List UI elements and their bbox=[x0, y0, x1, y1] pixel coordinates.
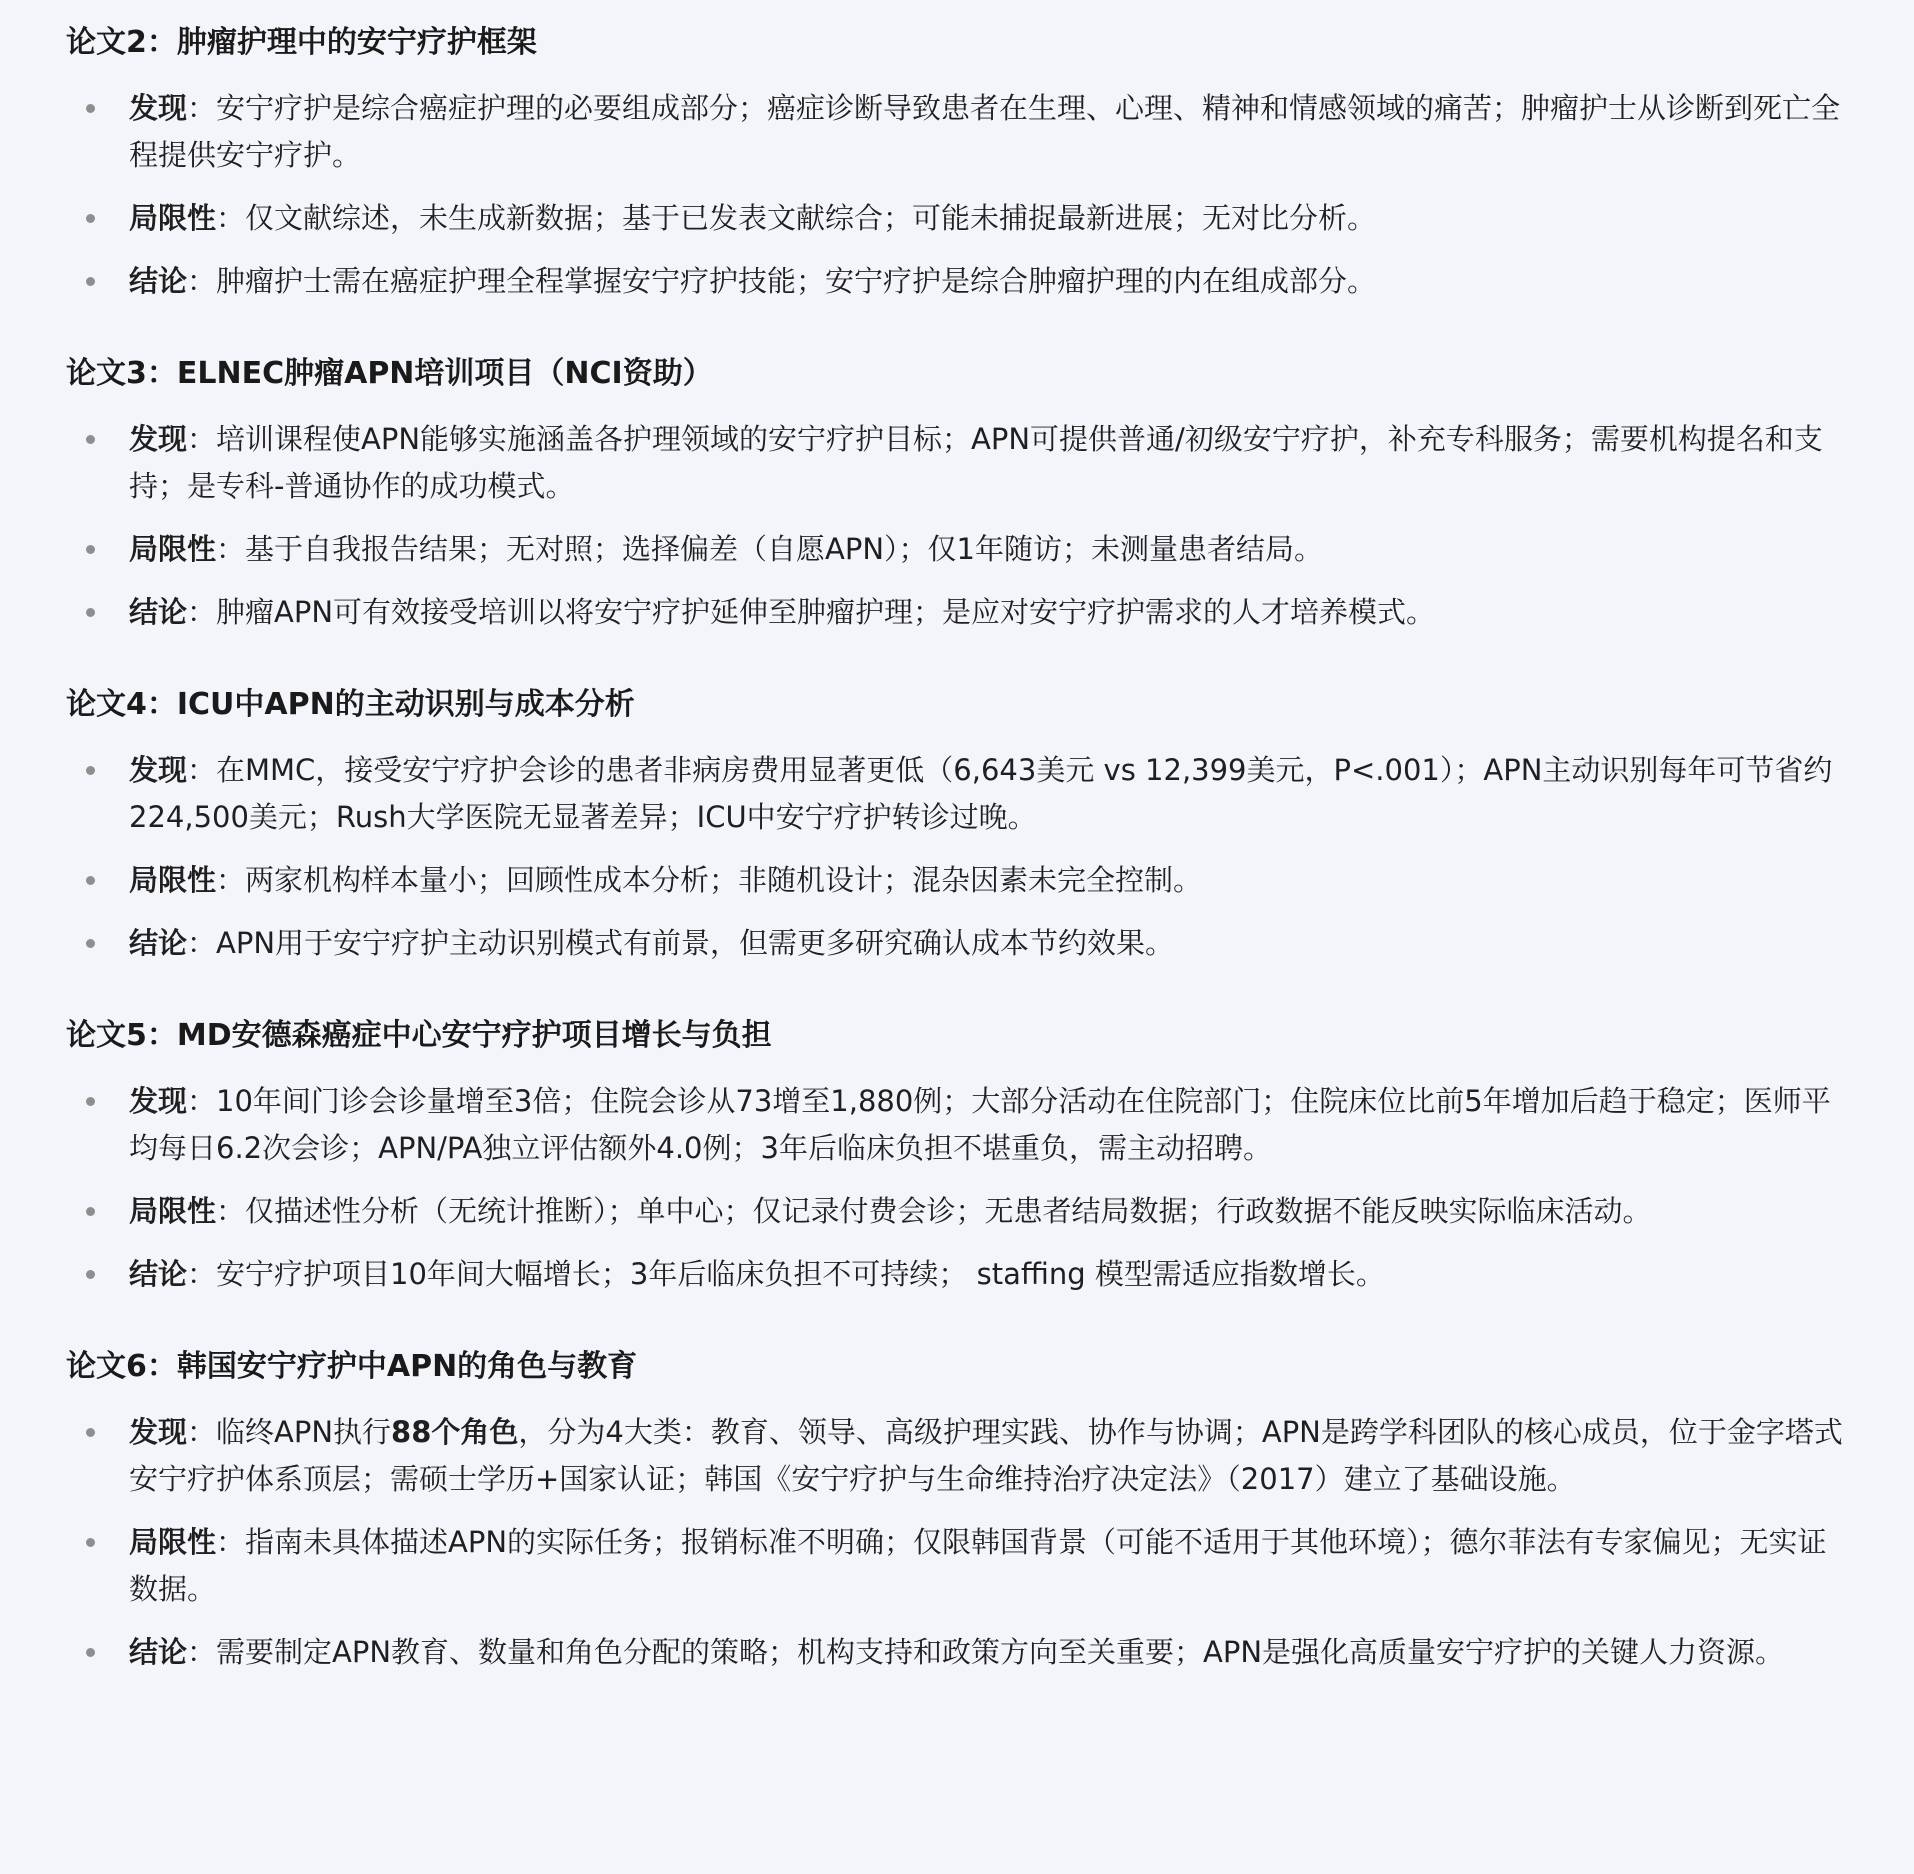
list-item-limitations bbox=[66, 526, 1846, 573]
list-item-findings bbox=[66, 85, 1846, 179]
bullet-list bbox=[66, 416, 1846, 636]
item-label: 局限性 bbox=[129, 1525, 217, 1559]
item-text: ：基于自我报告结果；无对照；选择偏差（自愿APN）；仅1年随访；未测量患者结局。 bbox=[216, 532, 1323, 566]
item-label: 发现 bbox=[129, 1084, 188, 1118]
paper-section-6 bbox=[66, 1346, 1846, 1676]
list-item-limitations bbox=[66, 1519, 1846, 1613]
item-label: 发现 bbox=[129, 91, 188, 125]
bullet-icon bbox=[86, 1648, 95, 1657]
item-label: 局限性 bbox=[129, 201, 217, 235]
bullet-icon bbox=[86, 766, 95, 775]
bullet-list bbox=[66, 1409, 1846, 1676]
item-text: ：仅描述性分析（无统计推断）；单中心；仅记录付费会诊；无患者结局数据；行政数据不能反映实际临床活动。 bbox=[216, 1194, 1652, 1228]
item-text: ：肿瘤护士需在癌症护理全程掌握安宁疗护技能；安宁疗护是综合肿瘤护理的内在组成部分。 bbox=[187, 264, 1377, 298]
paper-section-5 bbox=[66, 1015, 1846, 1298]
item-label: 结论 bbox=[129, 926, 188, 960]
list-item-limitations bbox=[66, 1188, 1846, 1235]
list-item-conclusion bbox=[66, 258, 1846, 305]
item-label: 局限性 bbox=[129, 532, 217, 566]
item-label: 发现 bbox=[129, 753, 188, 787]
bullet-icon bbox=[86, 1207, 95, 1216]
item-text: ：安宁疗护项目10年间大幅增长；3年后临床负担不可持续； staffing 模型需适应指数增长。 bbox=[187, 1257, 1385, 1291]
list-item-findings bbox=[66, 747, 1846, 841]
bullet-icon bbox=[86, 1270, 95, 1279]
item-text: ：安宁疗护是综合癌症护理的必要组成部分；癌症诊断导致患者在生理、心理、精神和情感领域的痛苦；肿瘤护士从诊断到死亡全程提供安宁疗护。 bbox=[129, 91, 1841, 172]
list-item-findings bbox=[66, 1409, 1846, 1503]
item-text: ：需要制定APN教育、数量和角色分配的策略；机构支持和政策方向至关重要；APN是强化高质量安宁疗护的关键人力资源。 bbox=[187, 1635, 1785, 1669]
paper-title: 论文3：ELNEC肿瘤APN培训项目（NCI资助） bbox=[66, 356, 713, 391]
item-label: 发现 bbox=[129, 1415, 188, 1449]
bullet-list bbox=[66, 85, 1846, 305]
bullet-icon bbox=[86, 1538, 95, 1547]
paper-section-2 bbox=[66, 22, 1846, 305]
item-label: 结论 bbox=[129, 264, 188, 298]
item-label: 局限性 bbox=[129, 1194, 217, 1228]
list-item-conclusion bbox=[66, 589, 1846, 636]
bullet-icon bbox=[86, 608, 95, 617]
item-label: 结论 bbox=[129, 1635, 188, 1669]
item-text: ：APN用于安宁疗护主动识别模式有前景，但需更多研究确认成本节约效果。 bbox=[187, 926, 1175, 960]
paper-title: 论文4：ICU中APN的主动识别与成本分析 bbox=[66, 687, 635, 722]
paper-section-3 bbox=[66, 353, 1846, 636]
document-body bbox=[66, 22, 1846, 1676]
bullet-icon bbox=[86, 277, 95, 286]
item-text-continued: ，分为4大类：教育、领导、高级护理实践、协作与协调；APN是跨学科团队的核心成员，位于金字塔式安宁疗护体系顶层；需硕士学历+国家认证；韩国《安宁疗护与生命维持治疗决定法》（2017）建立了基础设施。 bbox=[129, 1415, 1843, 1496]
bullet-list bbox=[66, 1078, 1846, 1298]
item-text: ：培训课程使APN能够实施涵盖各护理领域的安宁疗护目标；APN可提供普通/初级安宁疗护，补充专科服务；需要机构提名和支持；是专科-普通协作的成功模式。 bbox=[129, 422, 1823, 503]
list-item-conclusion bbox=[66, 920, 1846, 967]
item-text: ：肿瘤APN可有效接受培训以将安宁疗护延伸至肿瘤护理；是应对安宁疗护需求的人才培养模式。 bbox=[187, 595, 1436, 629]
item-text: ：在MMC，接受安宁疗护会诊的患者非病房费用显著更低（6,643美元 vs 12,399美元，P<.001）；APN主动识别每年可节省约224,500美元；Rush大学医院无显著差异；ICU中安宁疗护转诊过晚。 bbox=[129, 753, 1833, 834]
paper-title: 论文2：肿瘤护理中的安宁疗护框架 bbox=[66, 25, 537, 60]
paper-title: 论文6：韩国安宁疗护中APN的角色与教育 bbox=[66, 1349, 638, 1384]
item-text: ：仅文献综述，未生成新数据；基于已发表文献综合；可能未捕捉最新进展；无对比分析。 bbox=[216, 201, 1377, 235]
list-item-limitations bbox=[66, 857, 1846, 904]
bullet-icon bbox=[86, 1097, 95, 1106]
bullet-icon bbox=[86, 545, 95, 554]
item-text: ：临终APN执行 bbox=[187, 1415, 392, 1449]
item-label: 结论 bbox=[129, 595, 188, 629]
bullet-icon bbox=[86, 1428, 95, 1437]
paper-title: 论文5：MD安德森癌症中心安宁疗护项目增长与负担 bbox=[66, 1018, 772, 1053]
item-label: 发现 bbox=[129, 422, 188, 456]
list-item-findings bbox=[66, 416, 1846, 510]
item-label: 局限性 bbox=[129, 863, 217, 897]
item-label: 结论 bbox=[129, 1257, 188, 1291]
bullet-icon bbox=[86, 104, 95, 113]
bullet-icon bbox=[86, 939, 95, 948]
bullet-icon bbox=[86, 876, 95, 885]
item-text: ：10年间门诊会诊量增至3倍；住院会诊从73增至1,880例；大部分活动在住院部门；住院床位比前5年增加后趋于稳定；医师平均每日6.2次会诊；APN/PA独立评估额外4.0例；3年后临床负担不堪重负，需主动招聘。 bbox=[129, 1084, 1831, 1165]
paper-section-4 bbox=[66, 684, 1846, 967]
list-item-conclusion bbox=[66, 1629, 1846, 1676]
bullet-list bbox=[66, 747, 1846, 967]
item-text: ：两家机构样本量小；回顾性成本分析；非随机设计；混杂因素未完全控制。 bbox=[216, 863, 1203, 897]
list-item-conclusion bbox=[66, 1251, 1846, 1298]
item-text: ：指南未具体描述APN的实际任务；报销标准不明确；仅限韩国背景（可能不适用于其他环境）；德尔菲法有专家偏见；无实证数据。 bbox=[129, 1525, 1827, 1606]
bullet-icon bbox=[86, 435, 95, 444]
item-emphasis: 88个角色 bbox=[391, 1415, 519, 1449]
list-item-limitations bbox=[66, 195, 1846, 242]
list-item-findings bbox=[66, 1078, 1846, 1172]
bullet-icon bbox=[86, 214, 95, 223]
